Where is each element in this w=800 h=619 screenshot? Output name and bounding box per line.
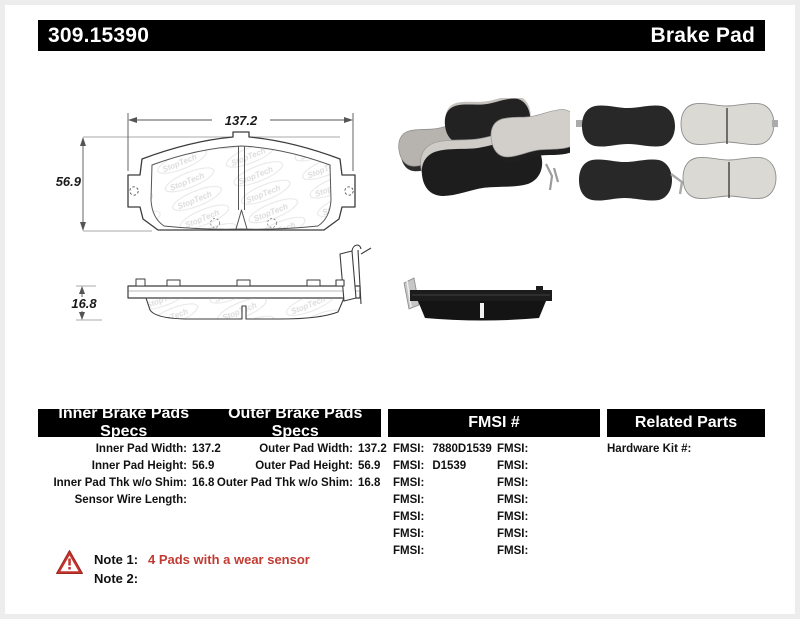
bottom-left-pad-back bbox=[579, 159, 682, 200]
related-parts-header: Related Parts bbox=[634, 414, 738, 431]
side-friction-material bbox=[146, 298, 344, 319]
fmsi-row bbox=[393, 526, 492, 543]
spec-row bbox=[30, 458, 221, 475]
spec-row bbox=[30, 492, 221, 509]
pads-photo-flat bbox=[576, 98, 778, 208]
note-label: Note 1: bbox=[94, 552, 139, 567]
sensor-wire-clip bbox=[546, 164, 558, 190]
page-title: Brake Pad bbox=[650, 23, 755, 47]
fmsi-label: FMSI: bbox=[393, 477, 425, 489]
outer-specs-block bbox=[196, 441, 387, 492]
fmsi-row bbox=[497, 441, 536, 458]
fmsi-row bbox=[497, 492, 536, 509]
header-bar bbox=[38, 20, 765, 51]
fmsi-row bbox=[393, 509, 492, 526]
spec-value: 16.8 bbox=[358, 477, 381, 489]
fmsi-row bbox=[497, 475, 536, 492]
fmsi-row bbox=[497, 458, 536, 475]
note-row bbox=[94, 550, 310, 569]
fmsi-label: FMSI: bbox=[497, 545, 529, 557]
side-thickness-value: 16.8 bbox=[71, 296, 97, 311]
part-number: 309.15390 bbox=[48, 23, 150, 47]
fmsi-row bbox=[393, 543, 492, 560]
side-backing-plate bbox=[128, 286, 360, 298]
front-view-drawing bbox=[56, 113, 355, 231]
fmsi-label: FMSI: bbox=[497, 460, 529, 472]
fmsi-label: FMSI: bbox=[393, 494, 425, 506]
note-text: 4 Pads with a wear sensor bbox=[148, 552, 310, 567]
spec-row bbox=[196, 475, 387, 492]
spec-value: 56.9 bbox=[192, 460, 215, 472]
spec-value: 137.2 bbox=[358, 443, 387, 455]
plate-tab-2 bbox=[237, 280, 250, 286]
fmsi-header-bar bbox=[388, 409, 600, 437]
plate-tab-3 bbox=[307, 280, 320, 286]
fmsi-row bbox=[393, 475, 492, 492]
side-photo-pad-body bbox=[410, 286, 552, 321]
spec-row bbox=[196, 458, 387, 475]
note-row bbox=[94, 569, 310, 588]
fmsi-label: FMSI: bbox=[497, 494, 529, 506]
fmsi-row bbox=[497, 543, 536, 560]
top-right-pad-front bbox=[681, 103, 778, 144]
spec-label: Inner Pad Height: bbox=[91, 460, 187, 472]
inner-specs-block bbox=[30, 441, 221, 509]
front-height-value: 56.9 bbox=[55, 174, 81, 189]
related-row bbox=[607, 441, 699, 458]
fmsi-label: FMSI: bbox=[497, 511, 529, 523]
fmsi-row bbox=[497, 509, 536, 526]
fmsi-row bbox=[393, 441, 492, 458]
outer-specs-header: Outer Brake Pads Specs bbox=[228, 405, 363, 440]
fmsi-label: FMSI: bbox=[497, 443, 529, 455]
side-view-drawing bbox=[71, 245, 371, 320]
fmsi-value: D1539 bbox=[432, 460, 467, 472]
fmsi-label: FMSI: bbox=[497, 477, 529, 489]
front-friction-surface bbox=[151, 146, 331, 229]
fmsi-label: FMSI: bbox=[393, 511, 425, 523]
pad-side-photo bbox=[398, 273, 570, 337]
spec-row bbox=[196, 441, 387, 458]
spec-label: Sensor Wire Length: bbox=[74, 494, 187, 506]
note-label: Note 2: bbox=[94, 571, 139, 586]
related-parts-block bbox=[607, 441, 699, 458]
notes-block bbox=[94, 550, 310, 588]
spec-label: Outer Pad Height: bbox=[255, 460, 353, 472]
spec-value: 137.2 bbox=[192, 443, 221, 455]
bottom-right-pad-front bbox=[683, 157, 776, 198]
spec-row bbox=[30, 441, 221, 458]
fmsi-header: FMSI # bbox=[468, 414, 520, 431]
fmsi-row bbox=[393, 492, 492, 509]
inner-specs-header: Inner Brake Pads Specs bbox=[58, 405, 190, 440]
spec-row bbox=[30, 475, 221, 492]
related-label: Hardware Kit #: bbox=[607, 443, 692, 455]
related-parts-header-bar bbox=[607, 409, 765, 437]
spec-label: Outer Pad Thk w/o Shim: bbox=[216, 477, 353, 489]
plate-nub bbox=[136, 279, 145, 286]
fmsi-label: FMSI: bbox=[393, 443, 425, 455]
fmsi-label: FMSI: bbox=[497, 528, 529, 540]
fmsi-row bbox=[497, 526, 536, 543]
fmsi-value: 7880D1539 bbox=[432, 443, 492, 455]
fmsi-label: FMSI: bbox=[393, 545, 425, 557]
spec-value: 16.8 bbox=[192, 477, 215, 489]
fmsi-column-1 bbox=[393, 441, 492, 560]
technical-drawing bbox=[40, 58, 395, 408]
spec-label: Inner Pad Thk w/o Shim: bbox=[53, 477, 187, 489]
spec-value: 56.9 bbox=[358, 460, 381, 472]
spec-label: Outer Pad Width: bbox=[259, 443, 353, 455]
plate-tab-1 bbox=[167, 280, 180, 286]
specs-header-bar bbox=[38, 405, 381, 440]
spec-label: Inner Pad Width: bbox=[95, 443, 187, 455]
warning-triangle-icon bbox=[55, 549, 84, 576]
top-left-pad-back bbox=[576, 105, 675, 146]
fmsi-label: FMSI: bbox=[393, 460, 425, 472]
fmsi-label: FMSI: bbox=[393, 528, 425, 540]
pads-photo-angled bbox=[398, 98, 570, 210]
front-width-value: 137.2 bbox=[224, 113, 258, 128]
fmsi-column-2 bbox=[497, 441, 536, 560]
fmsi-row bbox=[393, 458, 492, 475]
